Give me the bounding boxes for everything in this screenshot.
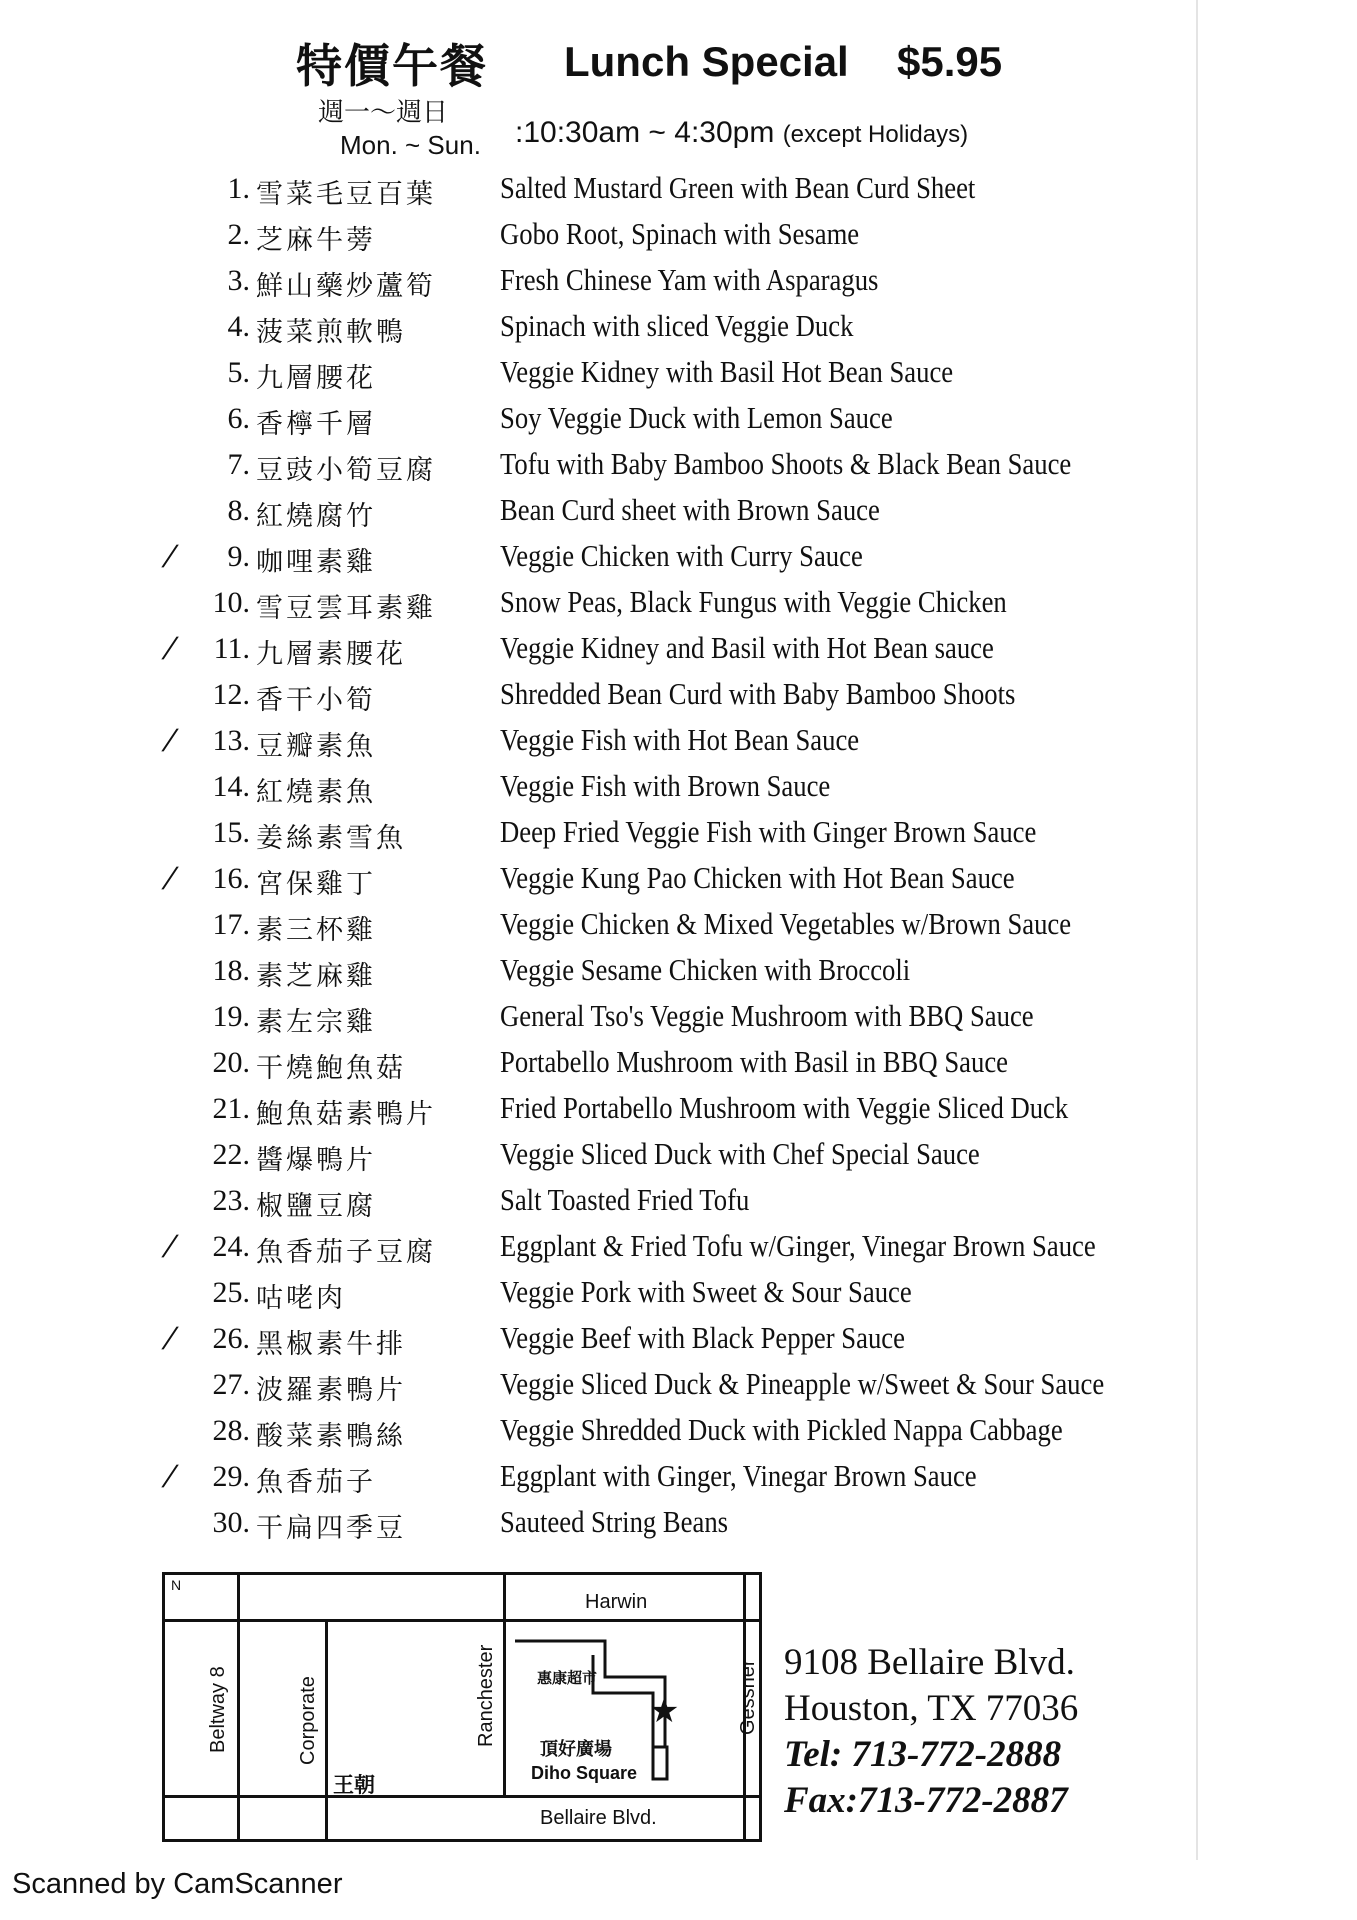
menu-item-chinese: 香干小筍 bbox=[256, 685, 376, 716]
road-beltway bbox=[237, 1575, 240, 1839]
corporate-label: Corporate bbox=[297, 1676, 319, 1765]
menu-item-chinese: 素芝麻雞 bbox=[256, 961, 376, 992]
days-english: Mon. ~ Sun. bbox=[340, 130, 481, 160]
menu-item-english: Portabello Mushroom with Basil in BBQ Sauce bbox=[500, 1044, 1009, 1079]
menu-item-chinese: 紅燒素魚 bbox=[256, 777, 376, 808]
menu-item-number: 23. bbox=[212, 1184, 250, 1217]
menu-item-chinese: 香檸千層 bbox=[256, 409, 376, 440]
menu-item bbox=[0, 260, 1200, 306]
menu-item bbox=[0, 674, 1200, 720]
diho-chinese-label: 頂好廣場 bbox=[540, 1739, 612, 1760]
menu-item-chinese: 豆瓣素魚 bbox=[256, 731, 376, 762]
menu-item bbox=[0, 904, 1200, 950]
menu-item-number: 1. bbox=[227, 172, 250, 205]
menu-item-english: Salt Toasted Fried Tofu bbox=[500, 1182, 750, 1217]
menu-item-chinese: 豆豉小筍豆腐 bbox=[256, 455, 436, 486]
menu-item-number: 5. bbox=[227, 356, 250, 389]
menu-item-number: 22. bbox=[212, 1138, 250, 1171]
menu-item-chinese: 雪菜毛豆百葉 bbox=[256, 179, 436, 210]
menu-item-chinese: 鮑魚菇素鴨片 bbox=[256, 1099, 436, 1130]
menu-item bbox=[0, 720, 1200, 766]
hours-time: :10:30am ~ 4:30pm bbox=[515, 116, 775, 149]
menu-item-chinese: 醬爆鴨片 bbox=[256, 1145, 376, 1176]
check-mark: / bbox=[159, 722, 181, 759]
menu-item bbox=[0, 352, 1200, 398]
menu-item bbox=[0, 168, 1200, 214]
menu-item-english: Veggie Sliced Duck with Chef Special Sauce bbox=[500, 1136, 980, 1171]
menu-item-chinese: 紅燒腐竹 bbox=[256, 501, 376, 532]
menu-item-english: Tofu with Baby Bamboo Shoots & Black Bean Sauce bbox=[500, 446, 1072, 481]
check-mark: / bbox=[159, 538, 181, 575]
menu-item-number: 7. bbox=[227, 448, 250, 481]
menu-item bbox=[0, 444, 1200, 490]
menu-item-chinese: 九層腰花 bbox=[256, 363, 376, 394]
menu-item bbox=[0, 628, 1200, 674]
harwin-label: Harwin bbox=[585, 1591, 648, 1613]
menu-item-number: 4. bbox=[227, 310, 250, 343]
menu-item-chinese: 波羅素鴨片 bbox=[256, 1375, 406, 1406]
menu-item-chinese: 椒鹽豆腐 bbox=[256, 1191, 376, 1222]
menu-item bbox=[0, 1180, 1200, 1226]
title-english: Lunch Special bbox=[564, 38, 849, 85]
plaza-outline bbox=[505, 1621, 745, 1795]
menu-item-chinese: 素左宗雞 bbox=[256, 1007, 376, 1038]
address-fax: Fax:713-772-2887 bbox=[784, 1780, 1068, 1821]
menu-item bbox=[0, 950, 1200, 996]
menu-item-english: Veggie Shredded Duck with Pickled Nappa Cabbage bbox=[500, 1412, 1063, 1447]
menu-item bbox=[0, 1364, 1200, 1410]
menu-item bbox=[0, 398, 1200, 444]
menu-item-chinese: 酸菜素鴨絲 bbox=[256, 1421, 406, 1452]
menu-item-english: Veggie Kung Pao Chicken with Hot Bean Sauce bbox=[500, 860, 1015, 895]
wangchao-label: 王朝 bbox=[333, 1773, 375, 1797]
menu-item bbox=[0, 1272, 1200, 1318]
menu-item bbox=[0, 1226, 1200, 1272]
menu-item-english: General Tso's Veggie Mushroom with BBQ Sauce bbox=[500, 998, 1034, 1033]
menu-item-number: 2. bbox=[227, 218, 250, 251]
road-corporate bbox=[325, 1619, 328, 1839]
menu-item-english: Veggie Kidney and Basil with Hot Bean sauce bbox=[500, 630, 994, 665]
menu-item bbox=[0, 1456, 1200, 1502]
days-chinese: 週一～週日 bbox=[318, 98, 449, 128]
check-mark: / bbox=[159, 860, 181, 897]
plaza-entrance bbox=[653, 1747, 667, 1779]
menu-item-chinese: 鮮山藥炒蘆筍 bbox=[256, 271, 436, 302]
price: $5.95 bbox=[897, 38, 1003, 85]
menu-item-chinese: 魚香茄子豆腐 bbox=[256, 1237, 436, 1268]
check-mark: / bbox=[159, 1458, 181, 1495]
menu-item-number: 30. bbox=[212, 1506, 250, 1539]
huikang-label: 惠康超市 bbox=[537, 1669, 598, 1687]
menu-item-chinese: 黑椒素牛排 bbox=[256, 1329, 406, 1360]
menu-item-number: 6. bbox=[227, 402, 250, 435]
check-mark: / bbox=[159, 1228, 181, 1265]
menu-item-english: Eggplant & Fried Tofu w/Ginger, Vinegar Brown Sauce bbox=[500, 1228, 1096, 1263]
menu-item-chinese: 姜絲素雪魚 bbox=[256, 823, 406, 854]
menu-item-number: 26. bbox=[212, 1322, 250, 1355]
menu-item-english: Veggie Beef with Black Pepper Sauce bbox=[500, 1320, 905, 1355]
menu-item-english: Shredded Bean Curd with Baby Bamboo Shoots bbox=[500, 676, 1016, 711]
check-mark: / bbox=[159, 630, 181, 667]
menu-item bbox=[0, 582, 1200, 628]
menu-item-number: 19. bbox=[212, 1000, 250, 1033]
menu-item-number: 28. bbox=[212, 1414, 250, 1447]
menu-item bbox=[0, 1088, 1200, 1134]
menu-item bbox=[0, 536, 1200, 582]
menu-item-number: 27. bbox=[212, 1368, 250, 1401]
menu-item-number: 29. bbox=[212, 1460, 250, 1493]
menu-item-english: Veggie Chicken with Curry Sauce bbox=[500, 538, 863, 573]
menu-item bbox=[0, 1042, 1200, 1088]
scanned-by-watermark: Scanned by CamScanner bbox=[12, 1868, 343, 1900]
menu-item-number: 14. bbox=[212, 770, 250, 803]
plaza-building-outline bbox=[515, 1641, 665, 1721]
menu-item bbox=[0, 812, 1200, 858]
menu-item-english: Veggie Sliced Duck & Pineapple w/Sweet & Sour Sauce bbox=[500, 1366, 1105, 1401]
road-bellaire bbox=[165, 1795, 759, 1798]
menu-item-english: Deep Fried Veggie Fish with Ginger Brown Sauce bbox=[500, 814, 1037, 849]
menu-item-number: 13. bbox=[212, 724, 250, 757]
title-chinese: 特價午餐 bbox=[296, 39, 488, 93]
menu-item-number: 25. bbox=[212, 1276, 250, 1309]
menu-item-number: 16. bbox=[212, 862, 250, 895]
menu-item-number: 20. bbox=[212, 1046, 250, 1079]
menu-item-number: 24. bbox=[212, 1230, 250, 1263]
menu-item-chinese: 宮保雞丁 bbox=[256, 869, 376, 900]
menu-item-chinese: 咖哩素雞 bbox=[256, 547, 376, 578]
beltway-label: Beltway 8 bbox=[207, 1666, 229, 1753]
hours-note: (except Holidays) bbox=[782, 121, 969, 148]
menu-item-english: Sauteed String Beans bbox=[500, 1504, 729, 1539]
menu-item-english: Eggplant with Ginger, Vinegar Brown Sauce bbox=[500, 1458, 977, 1493]
menu-item-english: Veggie Sesame Chicken with Broccoli bbox=[500, 952, 911, 987]
menu-item-number: 9. bbox=[227, 540, 250, 573]
menu-item-chinese: 素三杯雞 bbox=[256, 915, 376, 946]
menu-item-chinese: 干燒鮑魚菇 bbox=[256, 1053, 406, 1084]
menu-item-number: 10. bbox=[212, 586, 250, 619]
ranchester-label: Ranchester bbox=[475, 1644, 497, 1747]
address-city: Houston, TX 77036 bbox=[784, 1688, 1079, 1729]
menu-item-number: 18. bbox=[212, 954, 250, 987]
bellaire-label: Bellaire Blvd. bbox=[540, 1807, 657, 1829]
menu-item bbox=[0, 766, 1200, 812]
check-mark: / bbox=[159, 1320, 181, 1357]
location-map bbox=[162, 1572, 762, 1842]
menu-list bbox=[0, 168, 1200, 1548]
menu-item-english: Veggie Fish with Hot Bean Sauce bbox=[500, 722, 860, 757]
menu-item-chinese: 芝麻牛蒡 bbox=[256, 225, 376, 256]
menu-item bbox=[0, 996, 1200, 1042]
menu-item-english: Spinach with sliced Veggie Duck bbox=[500, 308, 854, 343]
menu-item-english: Veggie Pork with Sweet & Sour Sauce bbox=[500, 1274, 912, 1309]
menu-item-english: Snow Peas, Black Fungus with Veggie Chicken bbox=[500, 584, 1007, 619]
address-street: 9108 Bellaire Blvd. bbox=[784, 1642, 1075, 1683]
menu-item bbox=[0, 1134, 1200, 1180]
menu-item-english: Fried Portabello Mushroom with Veggie Sliced Duck bbox=[500, 1090, 1069, 1125]
menu-item bbox=[0, 1410, 1200, 1456]
menu-item-english: Bean Curd sheet with Brown Sauce bbox=[500, 492, 880, 527]
address-tel: Tel: 713-772-2888 bbox=[784, 1734, 1062, 1775]
menu-item-english: Salted Mustard Green with Bean Curd Sheet bbox=[500, 170, 976, 205]
menu-item-chinese: 菠菜煎軟鴨 bbox=[256, 317, 406, 348]
menu-item-number: 21. bbox=[212, 1092, 250, 1125]
menu-item bbox=[0, 1318, 1200, 1364]
gessner-label: Gessner bbox=[737, 1659, 759, 1735]
diho-english-label: Diho Square bbox=[531, 1763, 638, 1783]
menu-item-chinese: 魚香茄子 bbox=[256, 1467, 376, 1498]
menu-item-english: Veggie Fish with Brown Sauce bbox=[500, 768, 831, 803]
menu-item-number: 8. bbox=[227, 494, 250, 527]
menu-item-number: 17. bbox=[212, 908, 250, 941]
address-block bbox=[784, 1640, 1078, 1824]
menu-item-number: 15. bbox=[212, 816, 250, 849]
menu-item-english: Gobo Root, Spinach with Sesame bbox=[500, 216, 860, 251]
menu-item-chinese: 九層素腰花 bbox=[256, 639, 406, 670]
menu-item bbox=[0, 306, 1200, 352]
star-icon: ★ bbox=[649, 1692, 680, 1730]
menu-item bbox=[0, 858, 1200, 904]
menu-item-chinese: 雪豆雲耳素雞 bbox=[256, 593, 436, 624]
menu-item-english: Fresh Chinese Yam with Asparagus bbox=[500, 262, 879, 297]
menu-item-number: 12. bbox=[212, 678, 250, 711]
menu-item-number: 3. bbox=[227, 264, 250, 297]
menu-item bbox=[0, 1502, 1200, 1548]
menu-item-chinese: 干扁四季豆 bbox=[256, 1513, 406, 1544]
menu-item bbox=[0, 214, 1200, 260]
menu-item bbox=[0, 490, 1200, 536]
menu-item-number: 11. bbox=[213, 632, 250, 665]
menu-item-english: Veggie Chicken & Mixed Vegetables w/Brown Sauce bbox=[500, 906, 1072, 941]
north-label: N bbox=[171, 1577, 182, 1593]
hours bbox=[515, 116, 968, 150]
menu-item-chinese: 咕咾肉 bbox=[256, 1283, 346, 1314]
menu-item-english: Soy Veggie Duck with Lemon Sauce bbox=[500, 400, 893, 435]
menu-item-english: Veggie Kidney with Basil Hot Bean Sauce bbox=[500, 354, 954, 389]
